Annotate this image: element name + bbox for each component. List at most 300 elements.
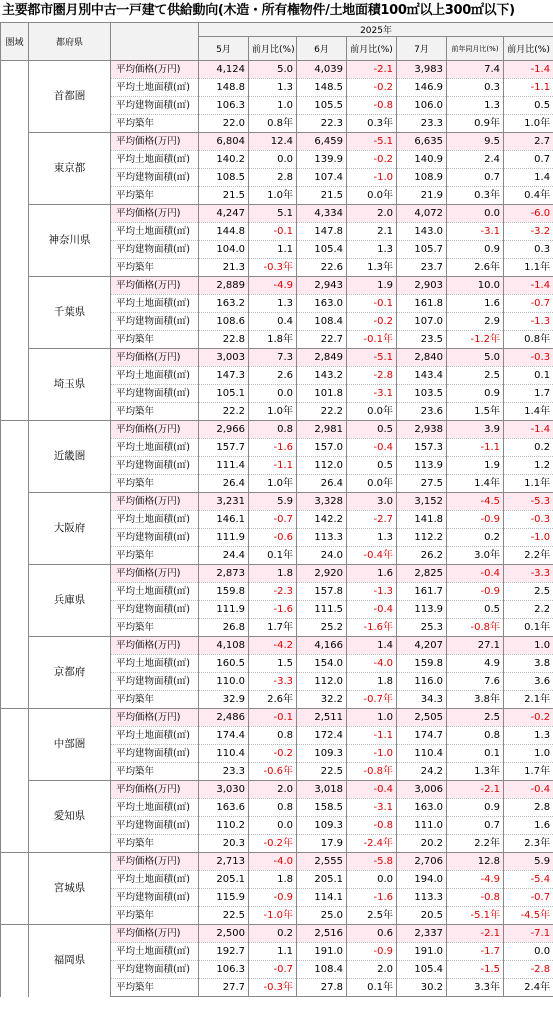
- value-cell: 1.3年: [347, 259, 397, 277]
- value-cell: -0.8年: [447, 619, 504, 637]
- value-cell: 3.8年: [447, 691, 504, 709]
- value-cell: -0.2: [504, 709, 553, 727]
- header-jul: 7月: [397, 37, 447, 61]
- value-cell: 1.7年: [504, 763, 553, 781]
- value-cell: 147.8: [297, 223, 347, 241]
- value-cell: 4,072: [397, 205, 447, 223]
- value-cell: 111.9: [199, 601, 249, 619]
- value-cell: 0.9: [447, 799, 504, 817]
- value-cell: 17.9: [297, 835, 347, 853]
- value-cell: 3,030: [199, 781, 249, 799]
- pref-cell: 神奈川県: [29, 205, 111, 277]
- page-title: 主要都市圏月別中古一戸建て供給動向(木造・所有権物件/土地面積100㎡以上300㎡以下): [2, 3, 515, 18]
- value-cell: 0.4年: [504, 187, 553, 205]
- value-cell: 22.5: [297, 763, 347, 781]
- value-cell: 2.5: [504, 583, 553, 601]
- value-cell: 6,635: [397, 133, 447, 151]
- value-cell: -1.5: [447, 961, 504, 979]
- table-row: [1, 709, 553, 727]
- value-cell: 4,039: [297, 61, 347, 79]
- value-cell: 1.2: [504, 457, 553, 475]
- value-cell: 3.0: [347, 493, 397, 511]
- metric-label: 平均築年: [111, 619, 199, 637]
- value-cell: 112.0: [297, 673, 347, 691]
- value-cell: 0.5: [504, 97, 553, 115]
- table-row: [1, 277, 553, 295]
- table-row: [1, 781, 553, 799]
- value-cell: 1.6: [504, 817, 553, 835]
- value-cell: 161.8: [397, 295, 447, 313]
- metric-label: 平均築年: [111, 115, 199, 133]
- metric-label: 平均建物面積(㎡): [111, 673, 199, 691]
- value-cell: 0.8: [249, 727, 297, 745]
- value-cell: 191.0: [397, 943, 447, 961]
- metric-label: 平均土地面積(㎡): [111, 943, 199, 961]
- value-cell: -0.8: [347, 817, 397, 835]
- value-cell: -1.1: [447, 439, 504, 457]
- value-cell: 1.9: [447, 457, 504, 475]
- value-cell: 0.0: [249, 151, 297, 169]
- value-cell: 2,920: [297, 565, 347, 583]
- metric-label: 平均価格(万円): [111, 925, 199, 943]
- value-cell: 105.1: [199, 385, 249, 403]
- value-cell: 27.8: [297, 979, 347, 997]
- value-cell: 0.6: [347, 925, 397, 943]
- value-cell: 0.5: [347, 421, 397, 439]
- value-cell: -1.1: [504, 79, 553, 97]
- pref-cell: 大阪府: [29, 493, 111, 565]
- value-cell: 3,018: [297, 781, 347, 799]
- value-cell: 0.2: [504, 439, 553, 457]
- supply-trend-table: [0, 22, 553, 997]
- value-cell: 2,825: [397, 565, 447, 583]
- value-cell: -0.7: [504, 295, 553, 313]
- value-cell: 3,328: [297, 493, 347, 511]
- value-cell: -1.6: [347, 889, 397, 907]
- value-cell: 143.2: [297, 367, 347, 385]
- value-cell: -5.8: [347, 853, 397, 871]
- value-cell: 3.9: [447, 421, 504, 439]
- value-cell: 105.4: [297, 241, 347, 259]
- value-cell: 0.9: [447, 385, 504, 403]
- table-row: [1, 493, 553, 511]
- value-cell: 27.7: [199, 979, 249, 997]
- value-cell: 32.2: [297, 691, 347, 709]
- metric-label: 平均建物面積(㎡): [111, 169, 199, 187]
- value-cell: 2.2年: [504, 547, 553, 565]
- header-jun: 6月: [297, 37, 347, 61]
- value-cell: 20.5: [397, 907, 447, 925]
- value-cell: 101.8: [297, 385, 347, 403]
- metric-label: 平均建物面積(㎡): [111, 961, 199, 979]
- value-cell: 22.8: [199, 331, 249, 349]
- value-cell: -1.3: [504, 313, 553, 331]
- value-cell: 105.7: [397, 241, 447, 259]
- value-cell: -1.6年: [347, 619, 397, 637]
- value-cell: -4.5: [447, 493, 504, 511]
- pref-cell: 愛知県: [29, 781, 111, 853]
- value-cell: 142.2: [297, 511, 347, 529]
- metric-label: 平均土地面積(㎡): [111, 79, 199, 97]
- value-cell: -0.9: [347, 943, 397, 961]
- value-cell: 1.7年: [249, 619, 297, 637]
- value-cell: 0.2: [249, 925, 297, 943]
- metric-label: 平均土地面積(㎡): [111, 367, 199, 385]
- value-cell: 3,983: [397, 61, 447, 79]
- metric-label: 平均価格(万円): [111, 565, 199, 583]
- value-cell: 161.7: [397, 583, 447, 601]
- value-cell: -0.3年: [249, 979, 297, 997]
- metric-label: 平均土地面積(㎡): [111, 871, 199, 889]
- value-cell: 6,459: [297, 133, 347, 151]
- value-cell: -0.4: [347, 781, 397, 799]
- metric-label: 平均建物面積(㎡): [111, 601, 199, 619]
- pref-cell: 京都府: [29, 637, 111, 709]
- value-cell: 5.1: [249, 205, 297, 223]
- header-yoy-jul: 前年同月比(%): [447, 37, 504, 61]
- value-cell: 26.8: [199, 619, 249, 637]
- value-cell: 103.5: [397, 385, 447, 403]
- value-cell: 26.2: [397, 547, 447, 565]
- value-cell: -3.1: [347, 799, 397, 817]
- value-cell: 113.3: [297, 529, 347, 547]
- value-cell: 110.4: [397, 745, 447, 763]
- value-cell: 2.8: [249, 169, 297, 187]
- value-cell: 191.0: [297, 943, 347, 961]
- value-cell: 2.2: [504, 601, 553, 619]
- metric-label: 平均価格(万円): [111, 421, 199, 439]
- value-cell: 163.0: [397, 799, 447, 817]
- metric-label: 平均価格(万円): [111, 61, 199, 79]
- value-cell: 2.2年: [447, 835, 504, 853]
- value-cell: 3.8: [504, 655, 553, 673]
- value-cell: 140.2: [199, 151, 249, 169]
- table-row: [1, 853, 553, 871]
- value-cell: 22.3: [297, 115, 347, 133]
- value-cell: 0.7: [504, 151, 553, 169]
- metric-label: 平均建物面積(㎡): [111, 97, 199, 115]
- value-cell: 105.4: [397, 961, 447, 979]
- value-cell: 107.0: [397, 313, 447, 331]
- value-cell: -0.9: [447, 583, 504, 601]
- value-cell: 5.9: [504, 853, 553, 871]
- value-cell: 107.4: [297, 169, 347, 187]
- value-cell: 163.2: [199, 295, 249, 313]
- value-cell: 139.9: [297, 151, 347, 169]
- value-cell: 1.0年: [249, 187, 297, 205]
- value-cell: 0.5: [447, 601, 504, 619]
- value-cell: -0.1: [249, 709, 297, 727]
- value-cell: -5.3: [504, 493, 553, 511]
- metric-label: 平均築年: [111, 187, 199, 205]
- header-year: 2025年: [199, 23, 553, 37]
- value-cell: 21.9: [397, 187, 447, 205]
- metric-label: 平均価格(万円): [111, 205, 199, 223]
- value-cell: -1.4: [504, 61, 553, 79]
- value-cell: 1.4: [504, 169, 553, 187]
- value-cell: 1.3年: [447, 763, 504, 781]
- value-cell: 106.3: [199, 961, 249, 979]
- value-cell: -1.1: [249, 457, 297, 475]
- value-cell: 1.1年: [504, 475, 553, 493]
- metric-label: 平均築年: [111, 259, 199, 277]
- pref-cell: 兵庫県: [29, 565, 111, 637]
- area-cell: [1, 709, 29, 853]
- value-cell: 114.1: [297, 889, 347, 907]
- value-cell: 0.5: [347, 457, 397, 475]
- area-cell: [1, 421, 29, 709]
- value-cell: 112.0: [297, 457, 347, 475]
- value-cell: 1.1: [249, 241, 297, 259]
- value-cell: -1.6: [249, 601, 297, 619]
- value-cell: 0.1: [447, 745, 504, 763]
- value-cell: 146.9: [397, 79, 447, 97]
- table-row: [1, 637, 553, 655]
- value-cell: -1.7: [447, 943, 504, 961]
- metric-label: 平均建物面積(㎡): [111, 529, 199, 547]
- value-cell: -7.1: [504, 925, 553, 943]
- value-cell: 108.4: [297, 961, 347, 979]
- value-cell: 0.8: [447, 727, 504, 745]
- value-cell: 0.0年: [347, 187, 397, 205]
- value-cell: 116.0: [397, 673, 447, 691]
- value-cell: 1.0: [347, 709, 397, 727]
- value-cell: 0.1: [504, 367, 553, 385]
- value-cell: -4.9: [249, 277, 297, 295]
- value-cell: -1.0年: [249, 907, 297, 925]
- value-cell: 2.9: [447, 313, 504, 331]
- table-row: [1, 349, 553, 367]
- metric-label: 平均価格(万円): [111, 349, 199, 367]
- metric-label: 平均土地面積(㎡): [111, 295, 199, 313]
- value-cell: 2.0: [347, 961, 397, 979]
- value-cell: 2.3年: [504, 835, 553, 853]
- value-cell: 0.9年: [447, 115, 504, 133]
- value-cell: 157.7: [199, 439, 249, 457]
- pref-cell: 近畿圏: [29, 421, 111, 493]
- metric-label: 平均価格(万円): [111, 637, 199, 655]
- header-metric-blank: [111, 23, 199, 61]
- value-cell: -0.4: [504, 781, 553, 799]
- value-cell: 20.3: [199, 835, 249, 853]
- metric-label: 平均価格(万円): [111, 493, 199, 511]
- value-cell: -5.4: [504, 871, 553, 889]
- value-cell: 0.3年: [347, 115, 397, 133]
- pref-cell: 福岡県: [29, 925, 111, 997]
- metric-label: 平均築年: [111, 907, 199, 925]
- value-cell: 159.8: [397, 655, 447, 673]
- pref-cell: 中部圏: [29, 709, 111, 781]
- value-cell: 144.8: [199, 223, 249, 241]
- value-cell: 5.9: [249, 493, 297, 511]
- value-cell: -4.0: [249, 853, 297, 871]
- value-cell: 109.3: [297, 745, 347, 763]
- value-cell: 113.3: [397, 889, 447, 907]
- value-cell: -0.1: [249, 223, 297, 241]
- value-cell: 2,966: [199, 421, 249, 439]
- value-cell: 7.4: [447, 61, 504, 79]
- value-cell: 0.0年: [347, 475, 397, 493]
- header-mom-jul: 前月比(%): [504, 37, 553, 61]
- value-cell: 26.4: [199, 475, 249, 493]
- value-cell: 4,334: [297, 205, 347, 223]
- value-cell: 2,713: [199, 853, 249, 871]
- value-cell: 159.8: [199, 583, 249, 601]
- value-cell: 0.0年: [347, 403, 397, 421]
- value-cell: 24.0: [297, 547, 347, 565]
- metric-label: 平均土地面積(㎡): [111, 655, 199, 673]
- metric-label: 平均土地面積(㎡): [111, 799, 199, 817]
- value-cell: 2.1: [347, 223, 397, 241]
- metric-label: 平均建物面積(㎡): [111, 457, 199, 475]
- value-cell: 160.5: [199, 655, 249, 673]
- value-cell: 2.5年: [347, 907, 397, 925]
- value-cell: 110.0: [199, 673, 249, 691]
- value-cell: 3.3年: [447, 979, 504, 997]
- value-cell: -2.3: [249, 583, 297, 601]
- value-cell: 146.1: [199, 511, 249, 529]
- value-cell: 22.5: [199, 907, 249, 925]
- value-cell: -0.7: [249, 511, 297, 529]
- value-cell: 4,207: [397, 637, 447, 655]
- value-cell: 2.6: [249, 367, 297, 385]
- value-cell: 22.2: [199, 403, 249, 421]
- value-cell: 0.9: [447, 241, 504, 259]
- table-row: [1, 205, 553, 223]
- value-cell: 1.4: [347, 637, 397, 655]
- value-cell: -0.8年: [347, 763, 397, 781]
- value-cell: -0.2: [347, 151, 397, 169]
- value-cell: 1.0: [504, 745, 553, 763]
- pref-cell: 首都圏: [29, 61, 111, 133]
- table-row: [1, 61, 553, 79]
- header-may: 5月: [199, 37, 249, 61]
- value-cell: 154.0: [297, 655, 347, 673]
- value-cell: 0.4: [249, 313, 297, 331]
- value-cell: 6,804: [199, 133, 249, 151]
- value-cell: 2.1年: [504, 691, 553, 709]
- value-cell: 22.6: [297, 259, 347, 277]
- value-cell: -3.2: [504, 223, 553, 241]
- metric-label: 平均土地面積(㎡): [111, 511, 199, 529]
- metric-label: 平均土地面積(㎡): [111, 583, 199, 601]
- metric-label: 平均価格(万円): [111, 709, 199, 727]
- value-cell: 3,003: [199, 349, 249, 367]
- header-pref: 都府県: [29, 23, 111, 61]
- value-cell: 1.5: [249, 655, 297, 673]
- value-cell: -0.4: [347, 439, 397, 457]
- value-cell: 2.6年: [447, 259, 504, 277]
- value-cell: 2.5: [447, 367, 504, 385]
- value-cell: 2,337: [397, 925, 447, 943]
- value-cell: 20.2: [397, 835, 447, 853]
- metric-label: 平均建物面積(㎡): [111, 385, 199, 403]
- value-cell: 0.7: [447, 169, 504, 187]
- value-cell: 0.8年: [249, 115, 297, 133]
- value-cell: 21.5: [199, 187, 249, 205]
- value-cell: 1.1: [249, 943, 297, 961]
- value-cell: 1.0年: [504, 115, 553, 133]
- value-cell: 0.0: [447, 205, 504, 223]
- value-cell: 113.9: [397, 601, 447, 619]
- value-cell: 22.2: [297, 403, 347, 421]
- value-cell: 2.8: [504, 799, 553, 817]
- metric-label: 平均築年: [111, 835, 199, 853]
- value-cell: 0.0: [249, 385, 297, 403]
- value-cell: 108.9: [397, 169, 447, 187]
- value-cell: -1.4: [504, 421, 553, 439]
- value-cell: 111.0: [397, 817, 447, 835]
- value-cell: 2,511: [297, 709, 347, 727]
- value-cell: -3.3: [249, 673, 297, 691]
- metric-label: 平均建物面積(㎡): [111, 241, 199, 259]
- metric-label: 平均建物面積(㎡): [111, 745, 199, 763]
- value-cell: -0.1年: [347, 331, 397, 349]
- value-cell: -2.1: [347, 61, 397, 79]
- value-cell: 157.0: [297, 439, 347, 457]
- value-cell: 1.4年: [447, 475, 504, 493]
- value-cell: -2.7: [347, 511, 397, 529]
- metric-label: 平均価格(万円): [111, 133, 199, 151]
- value-cell: 4,166: [297, 637, 347, 655]
- value-cell: 23.5: [397, 331, 447, 349]
- value-cell: 0.8: [249, 799, 297, 817]
- value-cell: 106.3: [199, 97, 249, 115]
- area-cell: [1, 925, 29, 997]
- value-cell: 23.3: [397, 115, 447, 133]
- value-cell: 4.9: [447, 655, 504, 673]
- value-cell: 2,938: [397, 421, 447, 439]
- value-cell: 0.0: [504, 943, 553, 961]
- metric-label: 平均土地面積(㎡): [111, 439, 199, 457]
- value-cell: -2.8: [504, 961, 553, 979]
- value-cell: -0.8: [347, 97, 397, 115]
- value-cell: 112.2: [397, 529, 447, 547]
- value-cell: -0.1: [347, 295, 397, 313]
- value-cell: -4.2: [249, 637, 297, 655]
- value-cell: -6.0: [504, 205, 553, 223]
- pref-cell: 埼玉県: [29, 349, 111, 421]
- value-cell: 3.6: [504, 673, 553, 691]
- value-cell: 0.8: [249, 421, 297, 439]
- value-cell: 0.1年: [347, 979, 397, 997]
- value-cell: 105.5: [297, 97, 347, 115]
- value-cell: 1.7: [504, 385, 553, 403]
- value-cell: 1.8: [249, 565, 297, 583]
- value-cell: 1.4年: [504, 403, 553, 421]
- pref-cell: 宮城県: [29, 853, 111, 925]
- pref-cell: 東京都: [29, 133, 111, 205]
- value-cell: -1.6: [249, 439, 297, 457]
- value-cell: -3.1: [447, 223, 504, 241]
- value-cell: 23.7: [397, 259, 447, 277]
- value-cell: 1.6: [347, 565, 397, 583]
- metric-label: 平均価格(万円): [111, 781, 199, 799]
- value-cell: 111.4: [199, 457, 249, 475]
- value-cell: 25.3: [397, 619, 447, 637]
- value-cell: -1.0: [347, 169, 397, 187]
- value-cell: 12.4: [249, 133, 297, 151]
- value-cell: 4,247: [199, 205, 249, 223]
- value-cell: 192.7: [199, 943, 249, 961]
- value-cell: 0.3: [447, 79, 504, 97]
- value-cell: 22.7: [297, 331, 347, 349]
- value-cell: -0.4年: [347, 547, 397, 565]
- metric-label: 平均建物面積(㎡): [111, 889, 199, 907]
- value-cell: 24.4: [199, 547, 249, 565]
- value-cell: 30.2: [397, 979, 447, 997]
- value-cell: 2.6年: [249, 691, 297, 709]
